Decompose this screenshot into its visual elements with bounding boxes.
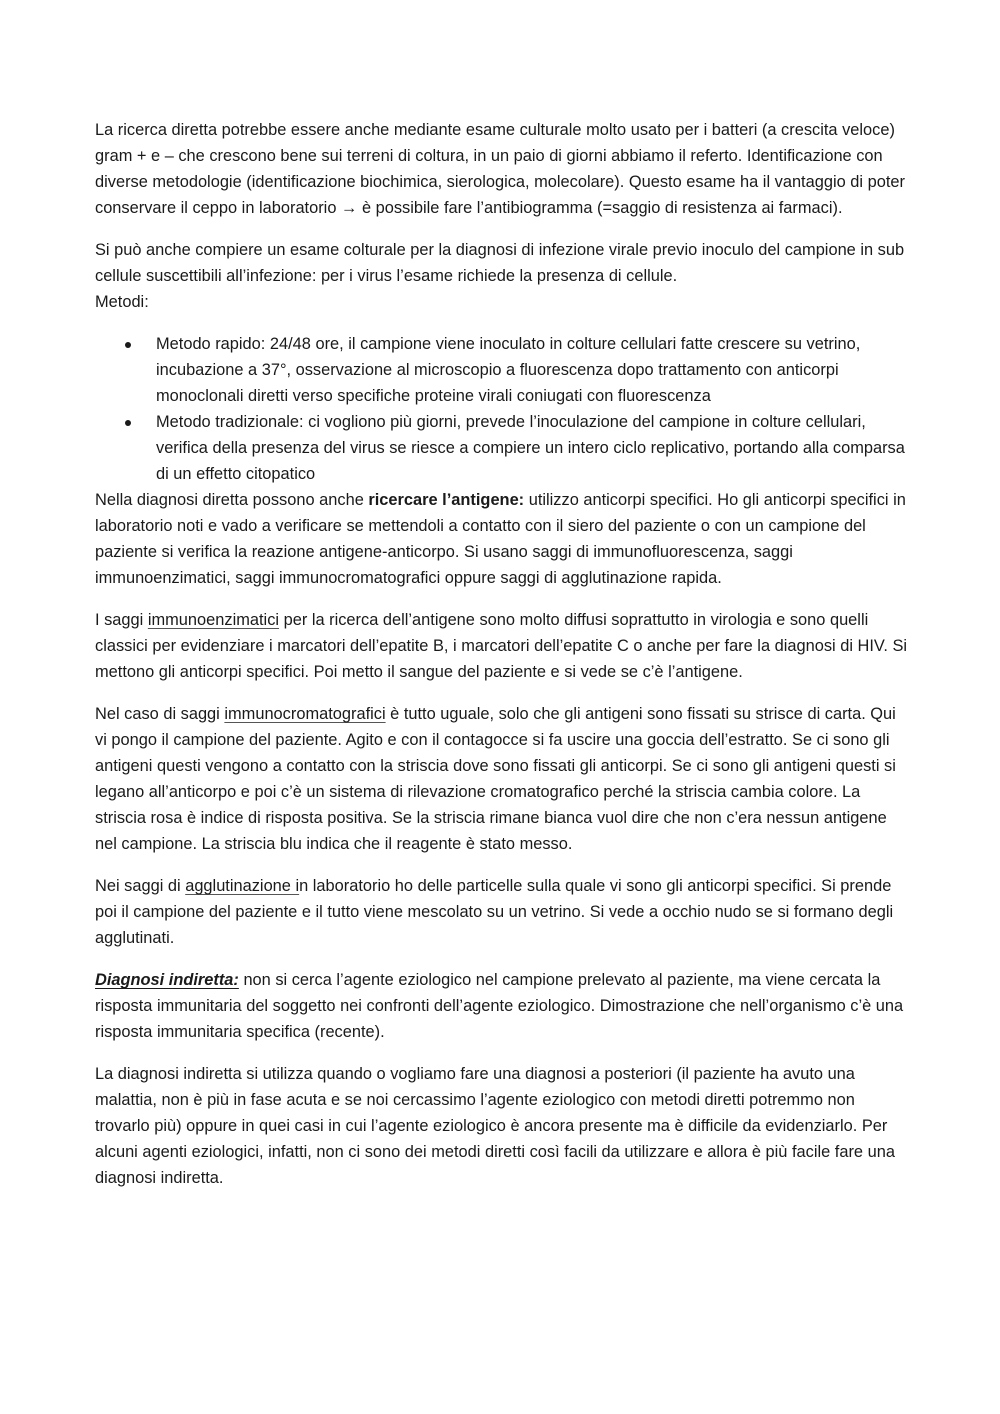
paragraph-immunocromatografici bbox=[95, 701, 910, 857]
list-item-metodo-rapido bbox=[95, 331, 910, 409]
text-run: non si cerca l’agente eziologico nel campione prelevato al paziente, ma viene cercata la risposta immunitaria del soggetto nei confronti dell’agente eziologico. Dimostrazione che nell’organismo c’è una risposta immunitaria specifica (recente). bbox=[95, 971, 904, 1041]
list-item-text: Metodo rapido: 24/48 ore, il campione viene inoculato in colture cellulari fatte crescere su vetrino, incubazione a 37°, osservazione al microscopio a fluorescenza dopo trattamento con anticorpi monoclonali diretti verso specifiche proteine virali coniugati con fluorescenza bbox=[156, 335, 861, 405]
list-item-metodo-tradizionale bbox=[95, 409, 910, 487]
bullet-icon bbox=[125, 420, 131, 426]
text-run: n laboratorio ho delle particelle sulla quale vi sono gli anticorpi specifici. Si prende poi il campione del paziente e il tutto viene mescolato su un vetrino. Si vede a occhio nudo se si formano degli agglutinati. bbox=[95, 877, 894, 947]
text-run: Nei saggi di bbox=[95, 877, 186, 895]
underlined-term: immunoenzimatici bbox=[147, 611, 280, 629]
underlined-term: immunocromatografici bbox=[224, 705, 386, 723]
text-run: utilizzo anticorpi specifici. Ho gli anticorpi specifici in laboratorio noti e vado a verificare se mettendoli a contatto con il siero del paziente o con un campione del paziente si verifica la reazione antigene-anticorpo. Si usano saggi di immunofluorescenza, saggi immunoenzimatici, saggi immunocromatografici oppure saggi di agglutinazione rapida. bbox=[95, 491, 906, 587]
paragraph-esame-colturale-virale bbox=[95, 237, 910, 315]
text-run: Nella diagnosi diretta possono anche bbox=[95, 491, 369, 509]
paragraph-agglutinazione bbox=[95, 873, 910, 951]
list-item-text: Metodo tradizionale: ci vogliono più giorni, prevede l’inoculazione del campione in colture cellulari, verifica della presenza del virus se riesce a compiere un intero ciclo replicativo, portando alla comparsa di un effetto citopatico bbox=[156, 413, 905, 483]
underlined-term: agglutinazione i bbox=[185, 877, 300, 895]
text-run: Nel caso di saggi bbox=[95, 705, 225, 723]
paragraph-esame-culturale: La ricerca diretta potrebbe essere anche mediante esame culturale molto usato per i batteri (a crescita veloce) gram + e – che crescono bene sui terreni di coltura, in un paio di giorni abbiamo il referto. Identificazione con diverse metodologie (identificazione biochimica, sierologica, molecolare). Questo esame ha il vantaggio di poter conservare il ceppo in laboratorio → è possibile fare l’antibiogramma (=saggio di resistenza ai farmaci). bbox=[95, 121, 905, 217]
paragraph-ricerca-antigene bbox=[95, 487, 910, 591]
bold-term: ricercare l’antigene: bbox=[368, 491, 525, 509]
paragraph-diagnosi-indiretta-uso: La diagnosi indiretta si utilizza quando o vogliamo fare una diagnosi a posteriori (il paziente ha avuto una malattia, non è più in fase acuta e se noi cercassimo l’agente eziologico con metodi diretti potremmo non trovarlo più) oppure in quei casi in cui l’agente eziologico è ancora presente ma è difficile da evidenziarlo. Per alcuni agenti eziologici, infatti, non ci sono dei metodi diretti così facili da utilizzare e allora è più facile fare una diagnosi indiretta. bbox=[95, 1065, 895, 1187]
text-run: è tutto uguale, solo che gli antigeni sono fissati su strisce di carta. Qui vi pongo il campione del paziente. Agito e con il contagocce si fa uscire una goccia dell’estratto. Se ci sono gli antigeni questi vengono a contatto con la striscia dove sono fissati gli anticorpi. Se ci sono gli antigeni questi si legano all’anticorpo e poi c’è un sistema di rilevazione cromatografico perché la striscia cambia colore. La striscia rosa è indice di risposta positiva. Se la striscia rimane bianca vuol dire che non c’era nessun antigene nel campione. La striscia blu indica che il reagente è stato messo. bbox=[95, 705, 896, 853]
metodi-label: Metodi: bbox=[95, 293, 149, 311]
paragraph-immunoenzimatici bbox=[95, 607, 910, 685]
paragraph-text: Si può anche compiere un esame colturale per la diagnosi di infezione virale previo inoculo del campione in sub cellule suscettibili all’infezione: per i virus l’esame richiede la presenza di cellule. bbox=[95, 241, 905, 285]
bullet-icon bbox=[125, 342, 131, 348]
text-run: per la ricerca dell’antigene sono molto diffusi soprattutto in virologia e sono quelli classici per evidenziare i marcatori dell’epatite B, i marcatori dell’epatite C o anche per fare la diagnosi di HIV. Si mettono gli anticorpi specifici. Poi metto il sangue del paziente e si vede se c’è l’antigene. bbox=[95, 611, 908, 681]
document-page bbox=[95, 117, 910, 1207]
methods-list bbox=[95, 331, 910, 487]
section-heading: Diagnosi indiretta: bbox=[95, 971, 239, 989]
paragraph-diagnosi-indiretta bbox=[95, 967, 910, 1045]
text-run: I saggi bbox=[95, 611, 148, 629]
